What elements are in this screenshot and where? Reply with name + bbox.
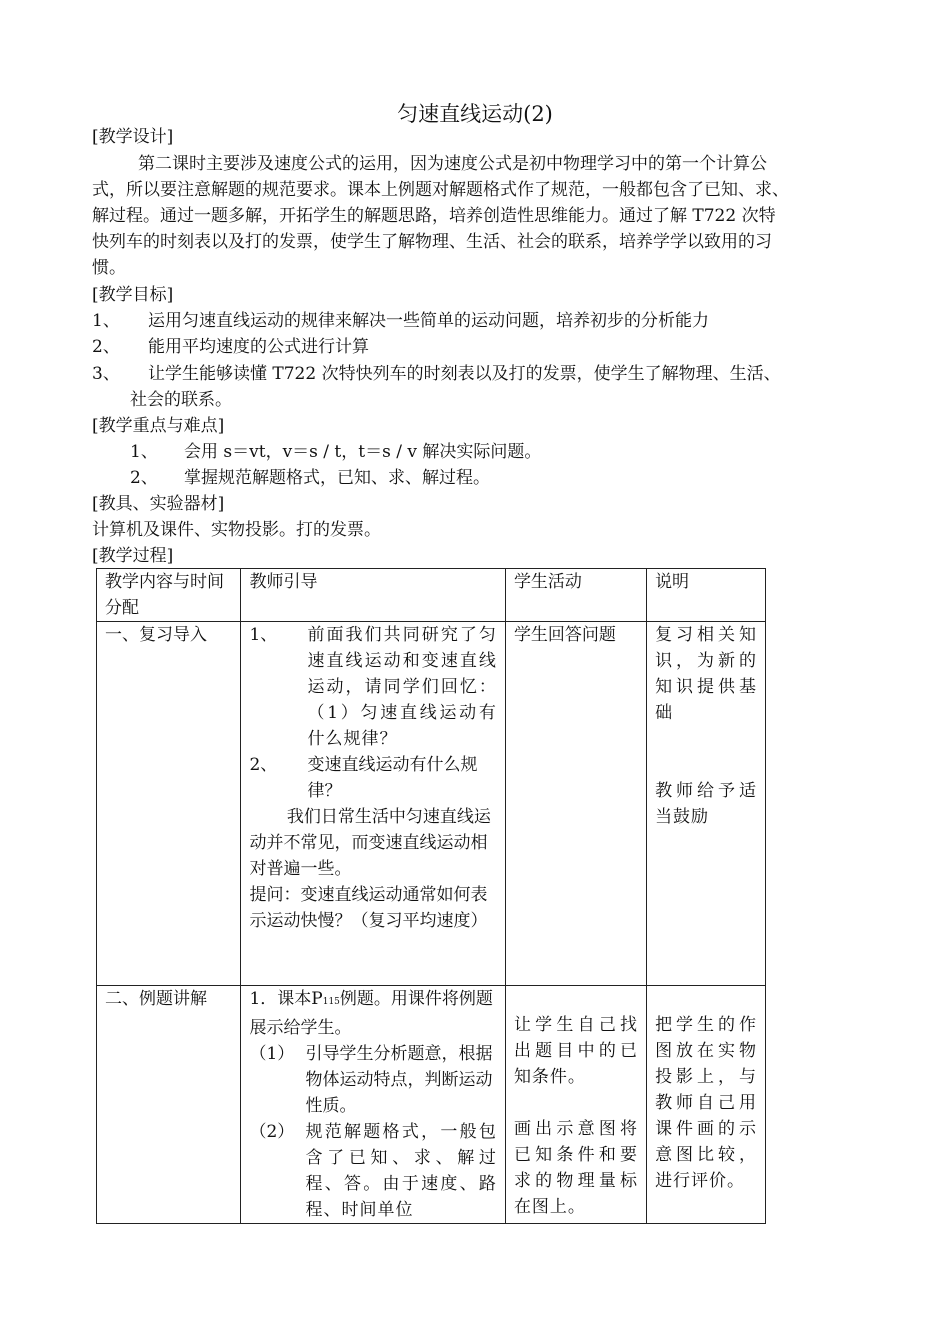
objective-num: 3、	[92, 364, 120, 384]
objective-text: 能用平均速度的公式进行计算	[148, 337, 369, 357]
example-intro-text: 1．课本P	[249, 989, 323, 1009]
objective-text-cont: 社会的联系。	[130, 390, 232, 410]
teacher-guide-cell	[241, 986, 505, 1224]
teacher-paragraph: 我们日常生活中匀速直线运动并不常见，而变速直线运动相对普遍一些。	[249, 807, 491, 879]
teacher-guide-cell	[241, 622, 505, 986]
student-text: 画出示意图将已知条件和要求的物理量标在图上。	[513, 1119, 639, 1217]
objective-text: 让学生能够读懂 T722 次特快列车的时刻表以及打的发票，使学生了解物理、生活、	[148, 364, 781, 384]
teacher-question: 提问：变速直线运动通常如何表示运动快慢？（复习平均速度）	[249, 885, 488, 931]
design-line: 快列车的时刻表以及打的发票，使学生了解物理、生活、社会的联系，培养学学以致用的习	[92, 232, 772, 252]
objectives-heading: [教学目标]	[92, 285, 174, 305]
step-num: （2）	[249, 1122, 295, 1142]
keypoint-text: 会用 s＝vt，v＝s / t，t＝s / v 解决实际问题。	[184, 442, 542, 462]
equipment-text: 计算机及课件、实物投影。打的发票。	[92, 520, 381, 540]
keypoint-num: 2、	[130, 468, 158, 488]
section-example: 二、例题讲解	[97, 986, 241, 1224]
table-row	[97, 986, 766, 1224]
process-table	[96, 568, 766, 1224]
design-line: 惯。	[92, 258, 126, 278]
design-line: 解过程。通过一题多解，开拓学生的解题思路，培养创造性思维能力。通过了解 T722 次特	[92, 206, 776, 226]
student-activity-cell	[505, 986, 646, 1224]
step-text: 规范解题格式，一般包含了已知、求、解过程、答。由于速度、路程、时间单位	[305, 1122, 497, 1220]
example-intro	[249, 986, 496, 1041]
step-num: 2、	[249, 755, 278, 775]
header-note: 说明	[647, 569, 766, 622]
design-heading: [教学设计]	[92, 127, 174, 147]
objective-text: 运用匀速直线运动的规律来解决一些简单的运动问题，培养初步的分析能力	[148, 311, 709, 331]
note-cell	[647, 622, 766, 986]
process-heading: [教学过程]	[92, 546, 174, 566]
example-intro-text: 例题。用课件将例题展示给学生。	[249, 989, 493, 1038]
page-title: 匀速直线运动(2)	[397, 102, 553, 126]
keypoints-heading: [教学重点与难点]	[92, 416, 225, 436]
header-student: 学生活动	[505, 569, 646, 622]
student-text: 让学生自己找出题目中的已知条件。	[513, 1015, 639, 1087]
header-content-time: 教学内容与时间分配	[97, 569, 241, 622]
keypoint-num: 1、	[130, 442, 158, 462]
note-text: 教师给予适当鼓励	[655, 781, 757, 827]
step-text: 变速直线运动有什么规律？	[307, 755, 478, 801]
equipment-heading: [教具、实验器材]	[92, 494, 225, 514]
step-num: 1、	[249, 625, 278, 645]
design-line: 式，所以要注意解题的规范要求。课本上例题对解题格式作了规范，一般都包含了已知、求、	[92, 180, 789, 200]
table-row	[97, 622, 766, 986]
design-line: 第二课时主要涉及速度公式的运用，因为速度公式是初中物理学习中的第一个计算公	[138, 154, 767, 174]
step-text: 前面我们共同研究了匀速直线运动和变速直线运动，请同学们回忆：（1）匀速直线运动有什么规律？	[307, 625, 497, 749]
step-text: 引导学生分析题意，根据物体运动特点，判断运动性质。	[305, 1044, 493, 1116]
objective-num: 2、	[92, 337, 120, 357]
page-number: 115	[322, 997, 340, 1007]
note-cell	[647, 986, 766, 1224]
header-teacher: 教师引导	[241, 569, 505, 622]
student-activity: 学生回答问题	[505, 622, 646, 986]
step-num: （1）	[249, 1044, 295, 1064]
note-text: 复习相关知识，为新的知识提供基础	[655, 625, 757, 723]
section-review: 一、复习导入	[97, 622, 241, 986]
objective-num: 1、	[92, 311, 120, 331]
note-text: 把学生的作图放在实物投影上，与教师自己用课件画的示意图比较，进行评价。	[655, 1015, 757, 1191]
table-header-row	[97, 569, 766, 622]
keypoint-text: 掌握规范解题格式，已知、求、解过程。	[184, 468, 490, 488]
